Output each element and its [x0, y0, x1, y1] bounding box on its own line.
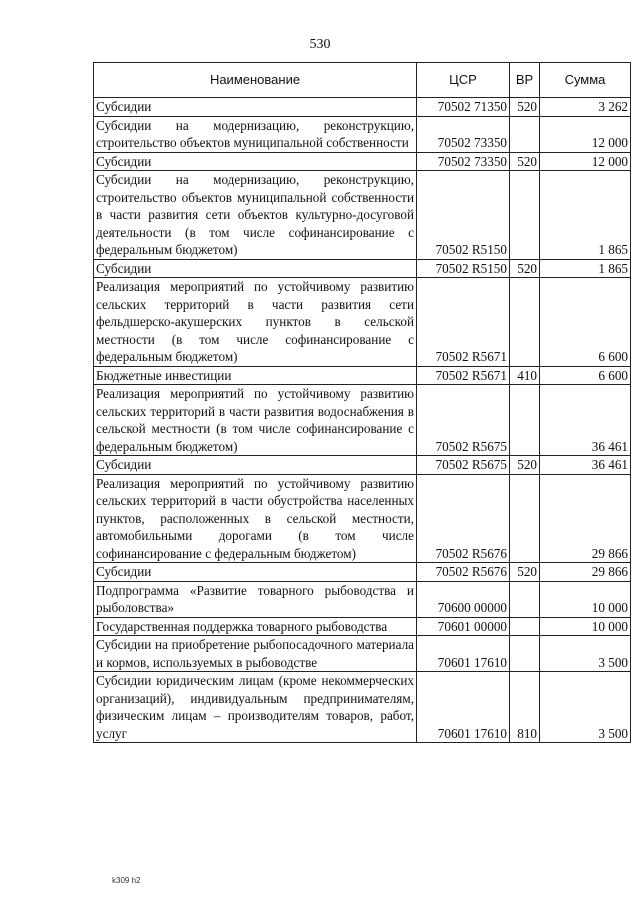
- row-csr: 70502 R5675: [417, 456, 510, 475]
- table-row: [94, 581, 631, 617]
- header-vr: ВР: [510, 63, 540, 98]
- table-row: [94, 98, 631, 117]
- page-number: 530: [309, 37, 331, 52]
- row-sum: 10 000: [540, 581, 631, 617]
- row-vr: [510, 474, 540, 563]
- table-row: [94, 152, 631, 171]
- row-vr: [510, 171, 540, 260]
- row-csr: 70502 R5671: [417, 366, 510, 385]
- row-sum: 29 866: [540, 563, 631, 582]
- row-csr: 70502 73350: [417, 152, 510, 171]
- row-sum: 12 000: [540, 116, 631, 152]
- table-row: [94, 171, 631, 260]
- row-vr: 520: [510, 98, 540, 117]
- row-sum: 36 461: [540, 456, 631, 475]
- header-sum: Сумма: [540, 63, 631, 98]
- table-row: [94, 617, 631, 636]
- table-row: [94, 259, 631, 278]
- table-row: [94, 278, 631, 367]
- row-name: Реализация мероприятий по устойчивому развитию сельских территорий в части обустройства населенных пунктов, расположенных в сельской местности, автомобильными дорогами (в том числе софинансирование с федеральным бюджетом): [94, 474, 417, 563]
- row-vr: 520: [510, 456, 540, 475]
- row-sum: 10 000: [540, 617, 631, 636]
- row-name: Субсидии на приобретение рыбопосадочного материала и кормов, используемых в рыбоводстве: [94, 636, 417, 672]
- row-csr: 70502 R5676: [417, 563, 510, 582]
- row-sum: 12 000: [540, 152, 631, 171]
- row-sum: 36 461: [540, 385, 631, 456]
- row-name: Субсидии: [94, 98, 417, 117]
- row-csr: 70502 73350: [417, 116, 510, 152]
- table-row: [94, 672, 631, 743]
- row-vr: 520: [510, 259, 540, 278]
- row-csr: 70502 R5671: [417, 278, 510, 367]
- row-vr: 520: [510, 152, 540, 171]
- row-csr: 70502 R5675: [417, 385, 510, 456]
- row-sum: 3 500: [540, 636, 631, 672]
- row-name: Субсидии: [94, 259, 417, 278]
- row-name: Субсидии на модернизацию, реконструкцию, строительство объектов муниципальной собственности в части развития сети объектов культурно-досуговой деятельности (в том числе софинансирование с федеральным бюджетом): [94, 171, 417, 260]
- table-row: [94, 474, 631, 563]
- header-name: Наименование: [94, 63, 417, 98]
- table-row: [94, 563, 631, 582]
- table-row: [94, 116, 631, 152]
- row-vr: [510, 636, 540, 672]
- row-sum: 29 866: [540, 474, 631, 563]
- row-name: Субсидии: [94, 563, 417, 582]
- row-vr: 810: [510, 672, 540, 743]
- row-csr: 70601 00000: [417, 617, 510, 636]
- row-vr: 410: [510, 366, 540, 385]
- row-vr: [510, 581, 540, 617]
- row-vr: [510, 116, 540, 152]
- row-sum: 1 865: [540, 171, 631, 260]
- table-row: [94, 385, 631, 456]
- row-vr: [510, 385, 540, 456]
- row-name: Бюджетные инвестиции: [94, 366, 417, 385]
- row-csr: 70502 R5150: [417, 171, 510, 260]
- row-name: Реализация мероприятий по устойчивому развитию сельских территорий в части развития сети фельдшерско-акушерских пунктов в сельской местности (в том числе софинансирование с федеральным бюджетом): [94, 278, 417, 367]
- row-name: Государственная поддержка товарного рыбоводства: [94, 617, 417, 636]
- row-csr: 70502 R5676: [417, 474, 510, 563]
- row-name: Субсидии юридическим лицам (кроме некоммерческих организаций), индивидуальным предпринимателям, физическим лицам – производителям товаров, работ, услуг: [94, 672, 417, 743]
- table-row: [94, 636, 631, 672]
- table-row: [94, 366, 631, 385]
- row-csr: 70502 71350: [417, 98, 510, 117]
- row-sum: 1 865: [540, 259, 631, 278]
- row-vr: [510, 278, 540, 367]
- row-sum: 6 600: [540, 366, 631, 385]
- row-csr: 70600 00000: [417, 581, 510, 617]
- row-sum: 3 262: [540, 98, 631, 117]
- row-csr: 70601 17610: [417, 672, 510, 743]
- row-name: Реализация мероприятий по устойчивому развитию сельских территорий в части развития водоснабжения в сельской местности (в том числе софинансирование с федеральным бюджетом): [94, 385, 417, 456]
- row-name: Субсидии: [94, 456, 417, 475]
- header-csr: ЦСР: [417, 63, 510, 98]
- row-vr: 520: [510, 563, 540, 582]
- table-row: [94, 456, 631, 475]
- footer-code: k309 h2: [112, 876, 141, 885]
- row-csr: 70502 R5150: [417, 259, 510, 278]
- budget-table: [93, 62, 631, 743]
- row-sum: 3 500: [540, 672, 631, 743]
- row-csr: 70601 17610: [417, 636, 510, 672]
- row-vr: [510, 617, 540, 636]
- row-sum: 6 600: [540, 278, 631, 367]
- row-name: Субсидии: [94, 152, 417, 171]
- row-name: Подпрограмма «Развитие товарного рыбоводства и рыболовства»: [94, 581, 417, 617]
- table-header-row: [94, 63, 631, 98]
- row-name: Субсидии на модернизацию, реконструкцию, строительство объектов муниципальной собственности: [94, 116, 417, 152]
